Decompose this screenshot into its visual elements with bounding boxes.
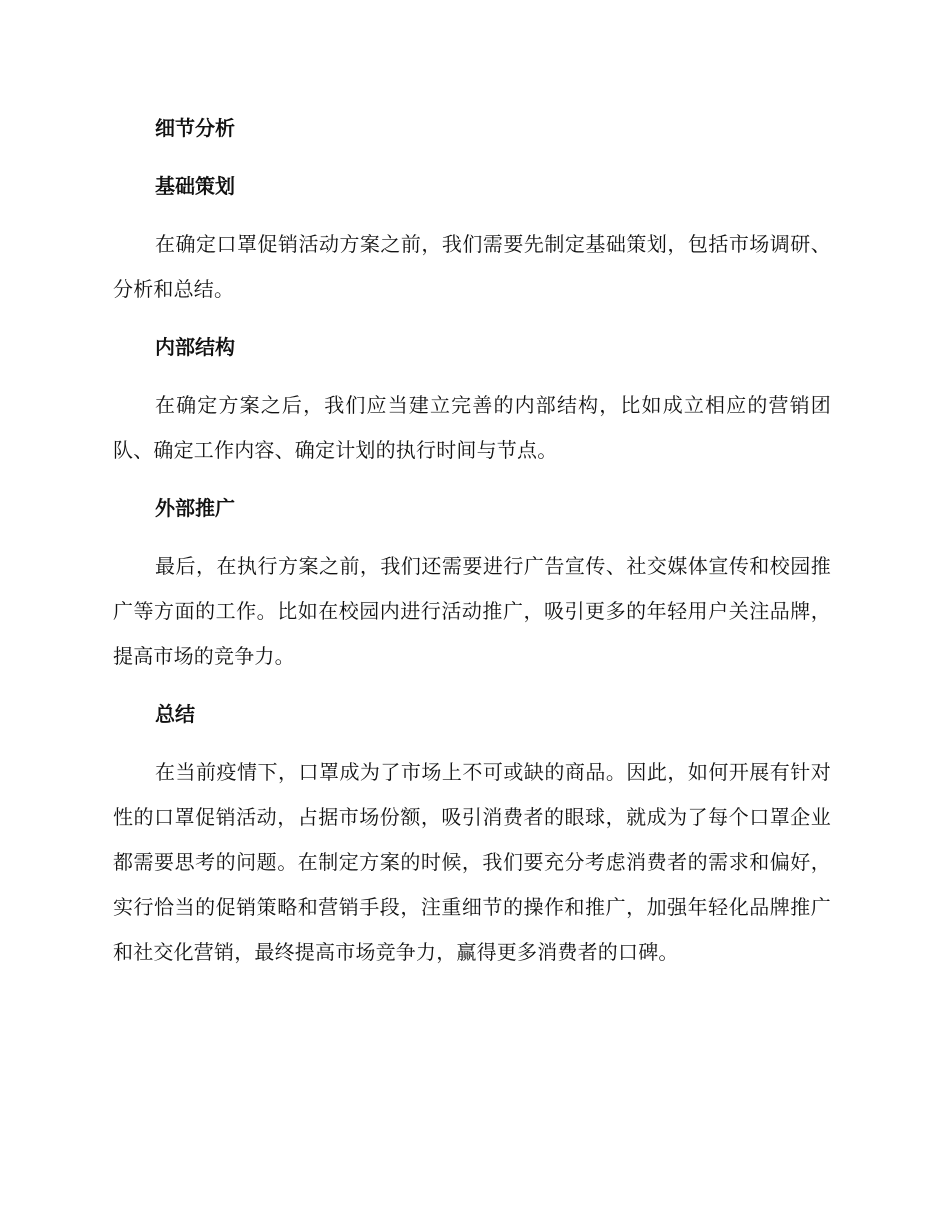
document-content bbox=[113, 106, 831, 988]
section-body-internal-structure: 在确定方案之后，我们应当建立完善的内部结构，比如成立相应的营销团队、确定工作内容、确定计划的执行时间与节点。 bbox=[113, 393, 831, 462]
section-heading-external-promotion: 外部推广 bbox=[155, 496, 235, 520]
section-body-summary: 在当前疫情下，口罩成为了市场上不可或缺的商品。因此，如何开展有针对性的口罩促销活动，占据市场份额，吸引消费者的眼球，就成为了每个口罩企业都需要思考的问题。在制定方案的时候，我们要充分考虑消费者的需求和偏好，实行恰当的促销策略和营销手段，注重细节的操作和推广，加强年轻化品牌推广和社交化营销，最终提高市场竞争力，赢得更多消费者的口碑。 bbox=[113, 760, 831, 964]
section-body-external-promotion: 最后，在执行方案之前，我们还需要进行广告宣传、社交媒体宣传和校园推广等方面的工作。比如在校园内进行活动推广，吸引更多的年轻用户关注品牌，提高市场的竞争力。 bbox=[113, 554, 831, 668]
section-body-basic-planning: 在确定口罩促销活动方案之前，我们需要先制定基础策划，包括市场调研、分析和总结。 bbox=[113, 232, 831, 301]
section-heading-summary: 总结 bbox=[155, 702, 195, 726]
section-heading-internal-structure: 内部结构 bbox=[155, 335, 235, 359]
section-heading-basic-planning: 基础策划 bbox=[155, 174, 235, 198]
section-heading-detail-analysis: 细节分析 bbox=[155, 116, 235, 140]
